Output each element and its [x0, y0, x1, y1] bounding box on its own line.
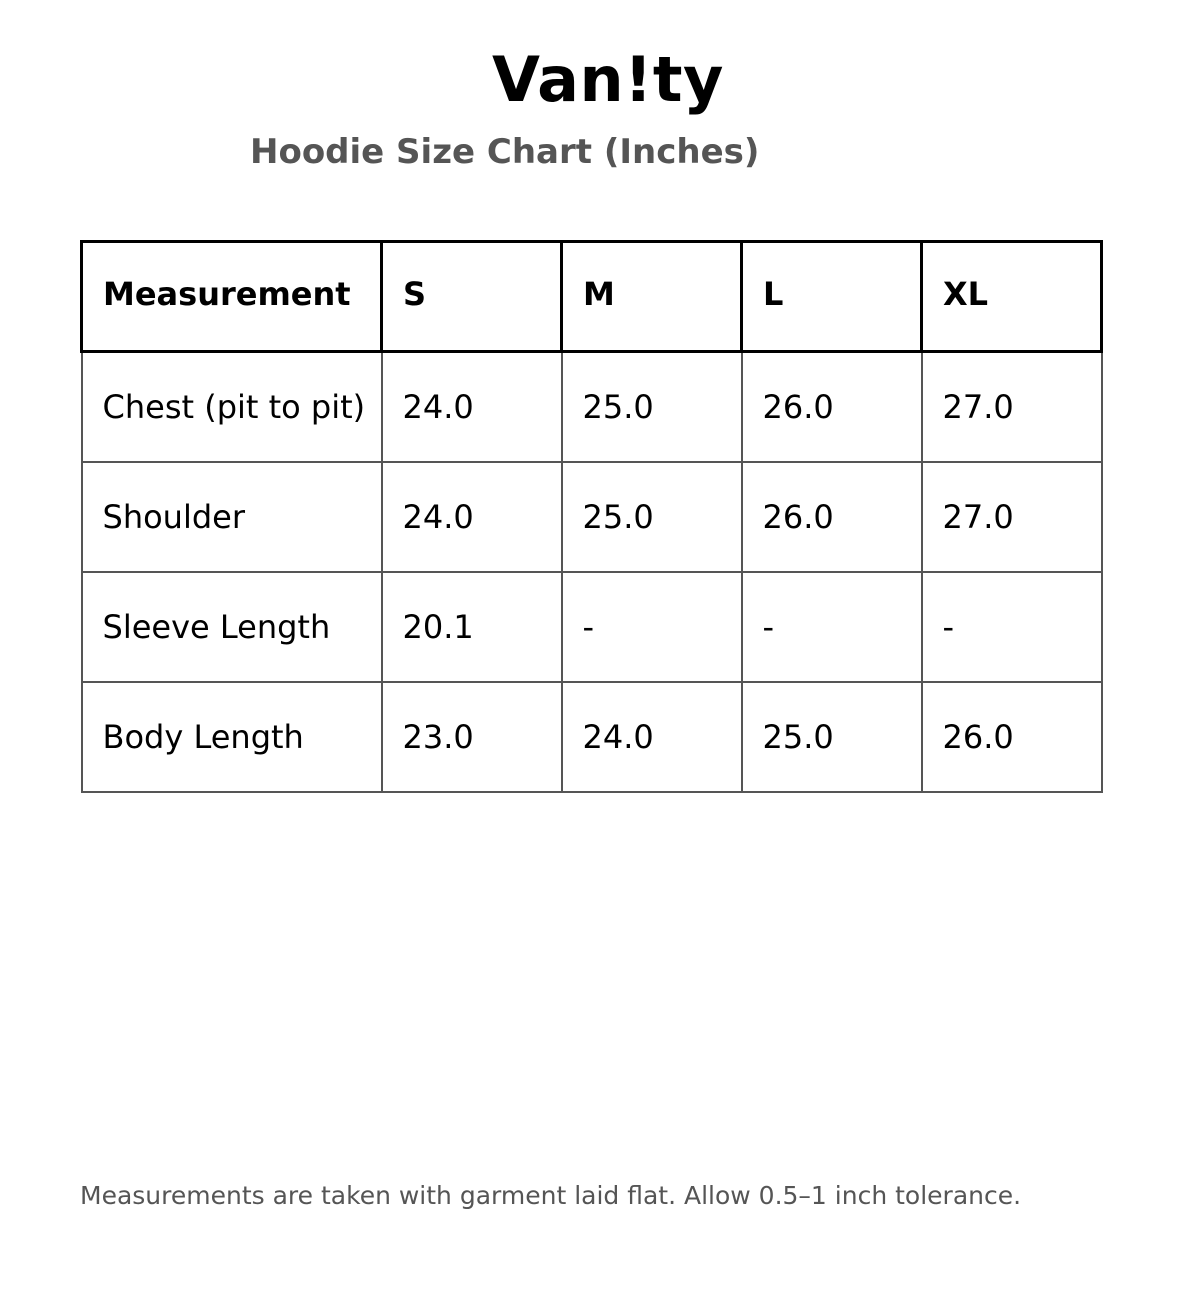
table-row [82, 352, 1102, 462]
table-cell: 25.0 [562, 462, 742, 572]
table-row [82, 462, 1102, 572]
table-cell: 26.0 [922, 682, 1102, 792]
table-cell: 20.1 [382, 572, 562, 682]
table-row [82, 572, 1102, 682]
header-size-s: S [382, 242, 562, 352]
brand-title: Van!ty [492, 43, 724, 116]
table-cell: 23.0 [382, 682, 562, 792]
size-chart-table [80, 240, 1103, 793]
row-label: Body Length [82, 682, 382, 792]
row-label: Sleeve Length [82, 572, 382, 682]
table-cell: 24.0 [382, 352, 562, 462]
header-size-m: M [562, 242, 742, 352]
table-cell: - [742, 572, 922, 682]
table-cell: 27.0 [922, 462, 1102, 572]
table-row [82, 682, 1102, 792]
chart-subtitle: Hoodie Size Chart (Inches) [250, 132, 760, 172]
header-size-xl: XL [922, 242, 1102, 352]
footnote: Measurements are taken with garment laid flat. Allow 0.5–1 inch tolerance. [80, 1181, 1022, 1210]
header-row [82, 242, 1102, 352]
table-cell: 27.0 [922, 352, 1102, 462]
row-label: Shoulder [82, 462, 382, 572]
table-cell: 26.0 [742, 462, 922, 572]
table-cell: 25.0 [562, 352, 742, 462]
row-label: Chest (pit to pit) [82, 352, 382, 462]
table-cell: 26.0 [742, 352, 922, 462]
table-cell: 24.0 [382, 462, 562, 572]
header-size-l: L [742, 242, 922, 352]
header-measurement: Measurement [82, 242, 382, 352]
table-cell: - [922, 572, 1102, 682]
table-cell: 25.0 [742, 682, 922, 792]
table-cell: - [562, 572, 742, 682]
table-cell: 24.0 [562, 682, 742, 792]
